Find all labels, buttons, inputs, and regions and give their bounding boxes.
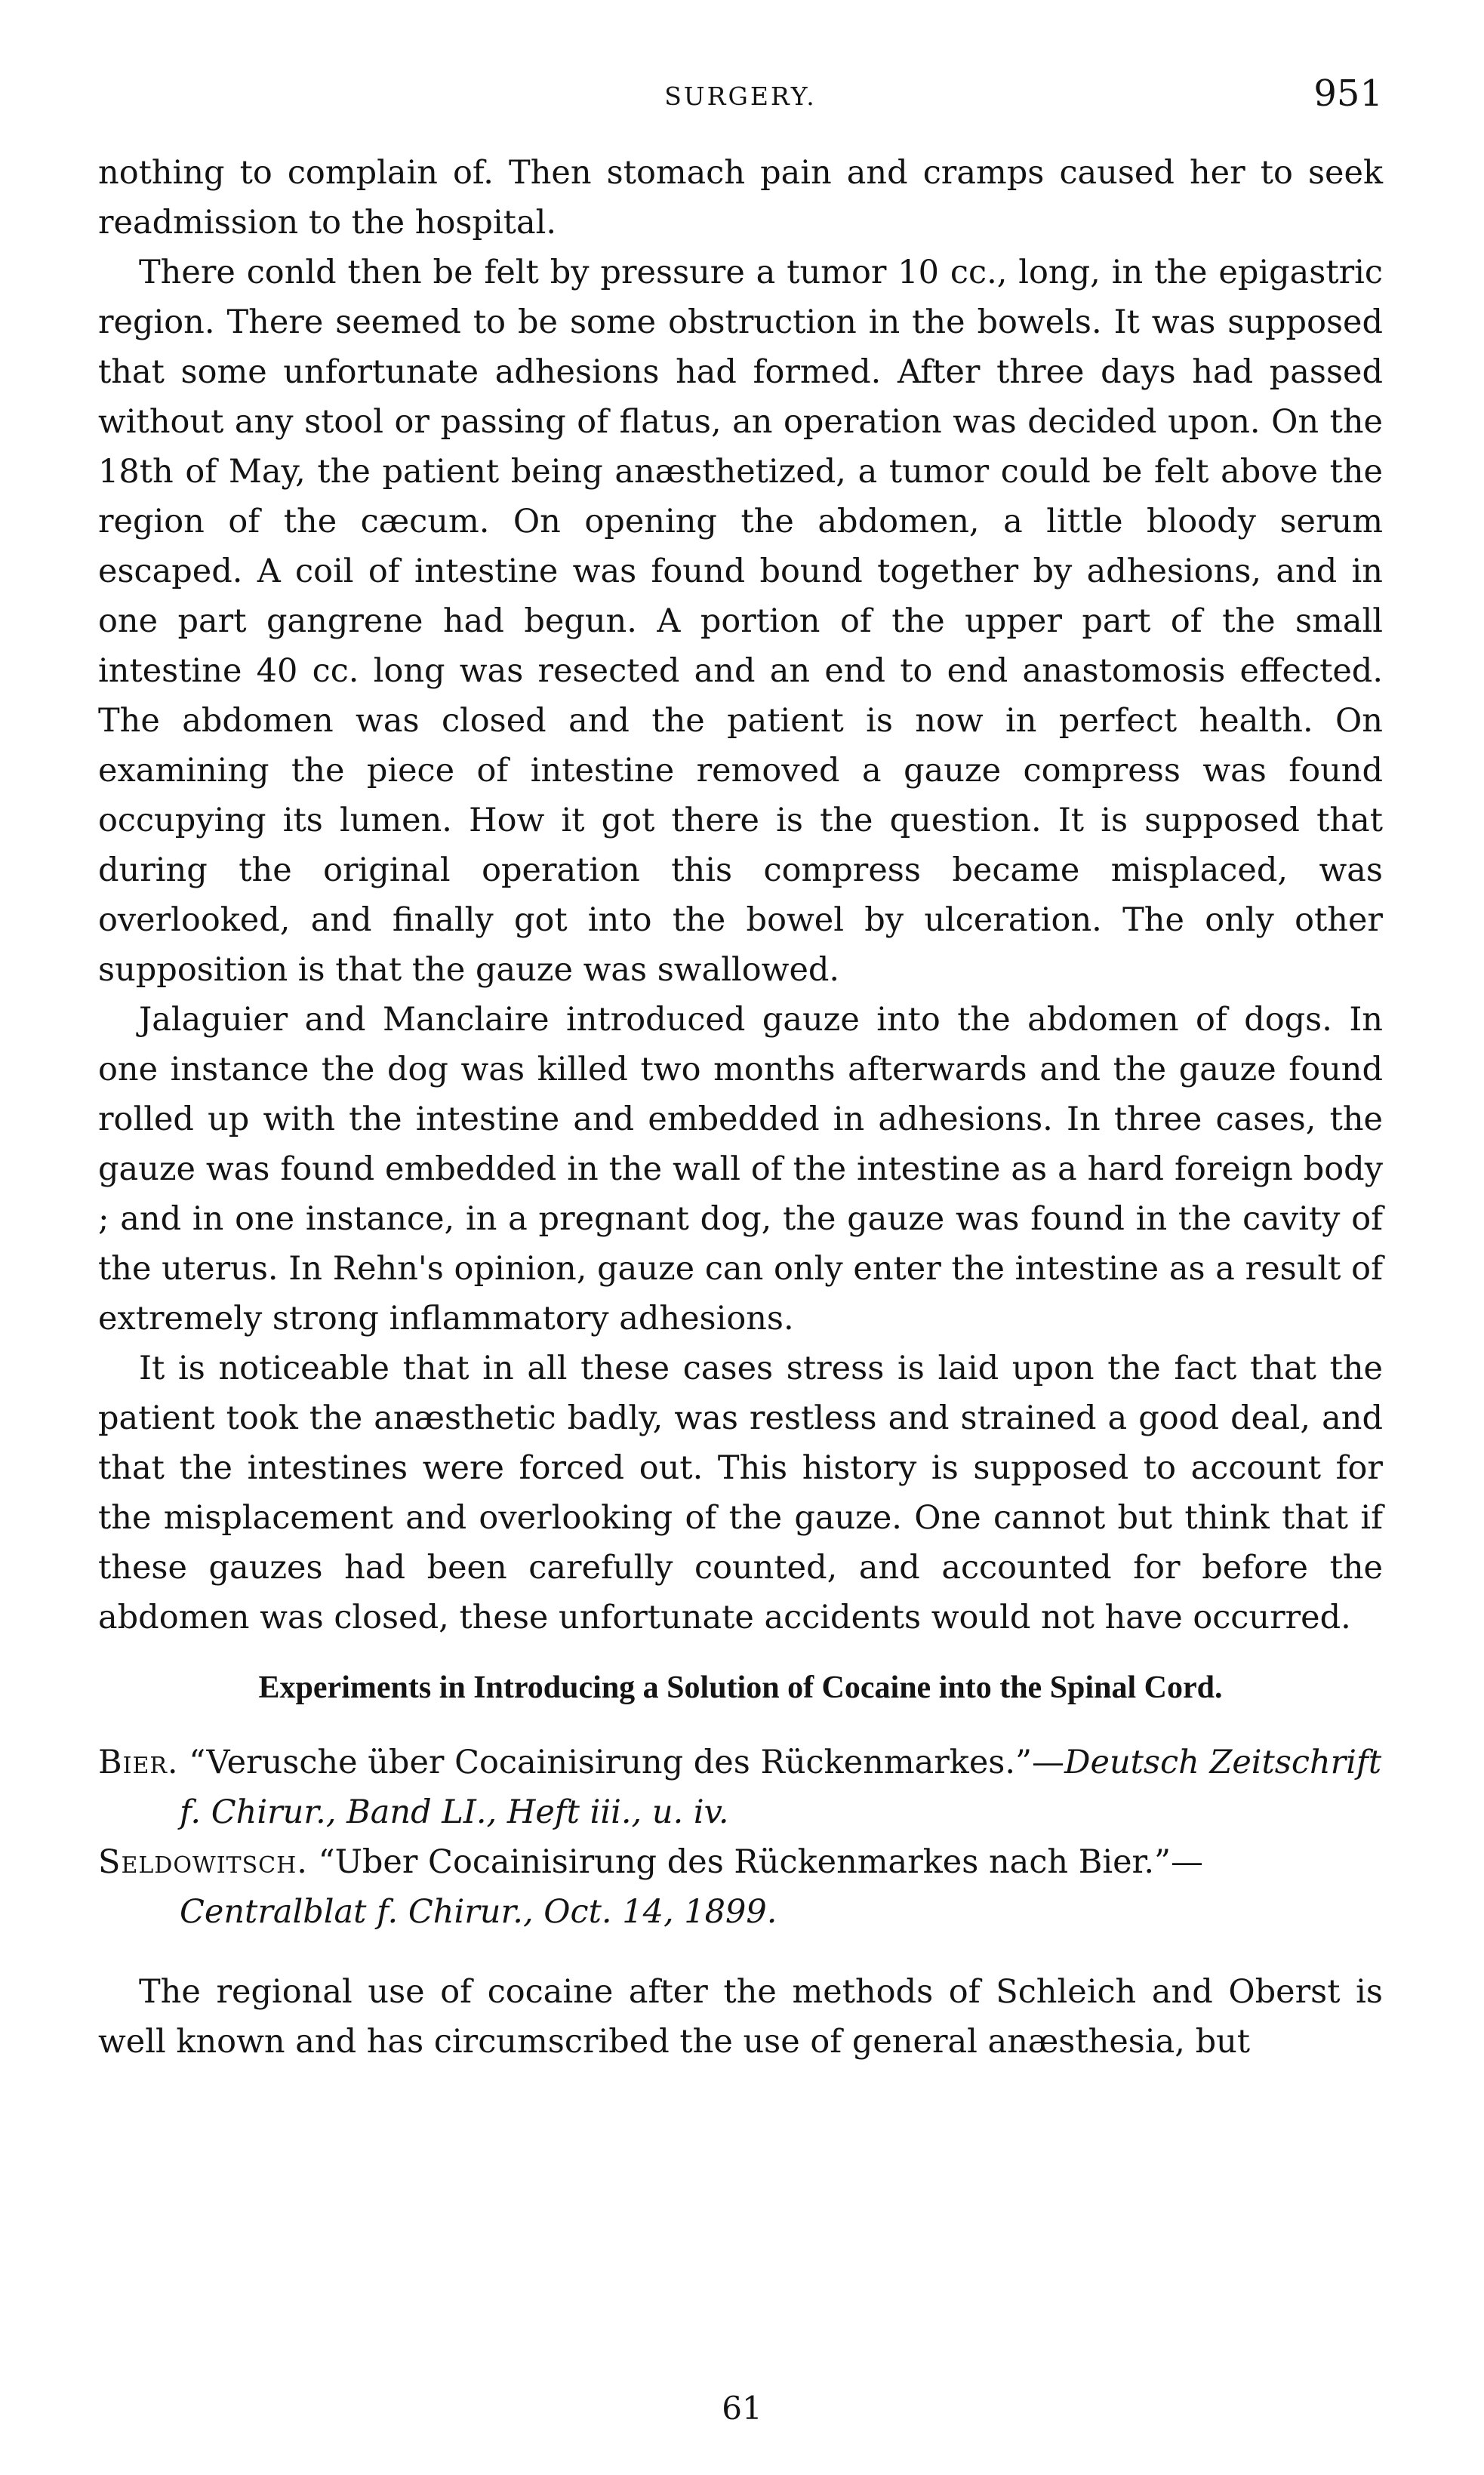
paragraph: It is noticeable that in all these cases stress is laid upon the fact that the patient took the anæsthetic badly, was restless and strained a good deal, and that the intestines were forced out. This history is supposed to account for the misplacement and overlooking of the gauze. One cannot but think that if these gauzes had been carefully counted, and accounted for before the abdomen was closed, these unfortunate accidents would not have occurred. [98,1350,1383,1636]
reference-source: Deutsch Zeitschrift f. Chirur., Band LI., Heft iii., u. iv. [180,1744,1382,1831]
section-heading: Experiments in Introducing a Solution of Cocaine into the Spinal Cord. [258,1670,1223,1705]
spacer [98,1937,1383,1967]
reference-title: “Verusche über Cocainisirung des Rückenmarkes.”— [189,1744,1065,1781]
page-number: 951 [1313,72,1383,115]
paragraph-closing: The regional use of cocaine after the methods of Schleich and Oberst is well known and has circumscribed the use of general anæsthesia, but [98,1973,1383,2061]
reference-author: Seldowitsch. [98,1843,308,1881]
running-head [98,72,1383,125]
paragraph: There conld then be felt by pressure a tumor 10 cc., long, in the epigastric region. There seemed to be some obstruction in the bowels. It was supposed that some unfortunate adhesions had formed. After three days had passed without any stool or passing of flatus, an operation was decided upon. On the 18th of May, the patient being anæsthetized, a tumor could be felt above the region of the cæcum. On opening the abdomen, a little bloody serum escaped. A coil of intestine was found bound together by adhesions, and in one part gangrene had begun. A portion of the upper part of the small intestine 40 cc. long was resected and an end to end anastomosis effected. The abdomen was closed and the patient is now in perfect health. On examining the piece of intestine removed a gauze compress was found occupying its lumen. How it got there is the question. It is supposed that during the original operation this compress became misplaced, was overlooked, and finally got into the bowel by ulceration. The only other supposition is that the gauze was swallowed. [98,254,1383,989]
reference-seldowitsch [98,1837,1383,1937]
reference-author: Bier. [98,1744,179,1781]
paragraph: Jalaguier and Manclaire introduced gauze into the abdomen of dogs. In one instance the dog was killed two months afterwards and the gauze found rolled up with the intestine and embedded in adhesions. In three cases, the gauze was found embedded in the wall of the intestine as a hard foreign body ; and in one instance, in a pregnant dog, the gauze was found in the cavity of the uterus. In Rehn's opinion, gauze can only enter the intestine as a result of extremely strong inflammatory adhesions. [98,1001,1383,1338]
signature-mark: 61 [722,2390,762,2427]
reference-source: Centralblat f. Chirur., Oct. 14, 1899. [180,1893,777,1931]
paragraph-continued: nothing to complain of. Then stomach pain and cramps caused her to seek readmission to the hospital. [98,154,1383,242]
reference-bier [98,1738,1383,1837]
running-title: SURGERY. [664,82,817,111]
body-text [98,148,1383,2067]
reference-title: “Uber Cocainisirung des Rückenmarkes nach Bier.”— [318,1843,1204,1881]
